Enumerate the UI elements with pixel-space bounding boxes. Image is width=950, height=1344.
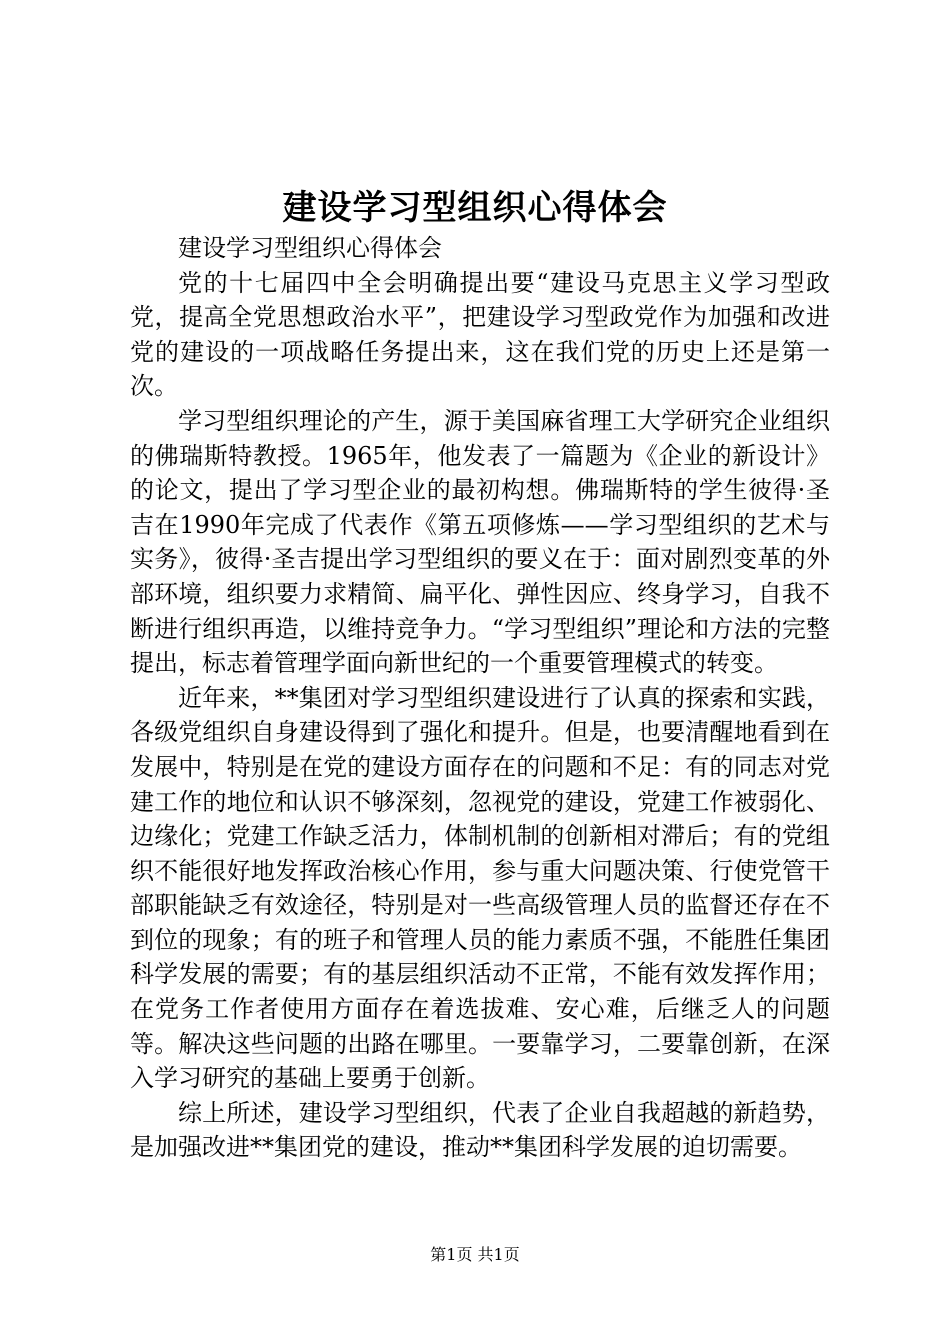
paragraph: 学习型组织理论的产生，源于美国麻省理工大学研究企业组织的佛瑞斯特教授。1965年，他发表了一篇题为《企业的新设计》的论文，提出了学习型企业的最初构想。佛瑞斯特的学生彼得·圣吉在1990年完成了代表作《第五项修炼——学习型组织的艺术与实务》，彼得·圣吉提出学习型组织的要义在于：面对剧烈变革的外部环境，组织要力求精简、扁平化、弹性因应、终身学习，自我不断进行组织再造，以维持竞争力。“学习型组织”理论和方法的完整提出，标志着管理学面向新世纪的一个重要管理模式的转变。: [130, 406, 830, 678]
paragraph: 党的十七届四中全会明确提出要“建设马克思主义学习型政党，提高全党思想政治水平”，把建设学习型政党作为加强和改进党的建设的一项战略任务提出来，这在我们党的历史上还是第一次。: [130, 268, 830, 401]
paragraph-subtitle: 建设学习型组织心得体会: [178, 234, 442, 262]
paragraph: 综上所述，建设学习型组织，代表了企业自我超越的新趋势，是加强改进**集团党的建设，推动**集团科学发展的迫切需要。: [130, 1098, 830, 1162]
document-body: [130, 231, 830, 1165]
page-footer: 第1页 共1页: [430, 1245, 520, 1264]
paragraph: 近年来，**集团对学习型组织建设进行了认真的探索和实践，各级党组织自身建设得到了强化和提升。但是，也要清醒地看到在发展中，特别是在党的建设方面存在的问题和不足：有的同志对党建工作的地位和认识不够深刻，忽视党的建设，党建工作被弱化、边缘化；党建工作缺乏活力，体制机制的创新相对滞后；有的党组织不能很好地发挥政治核心作用，参与重大问题决策、行使党管干部职能缺乏有效途径，特别是对一些高级管理人员的监督还存在不到位的现象；有的班子和管理人员的能力素质不强，不能胜任集团科学发展的需要；有的基层组织活动不正常，不能有效发挥作用；在党务工作者使用方面存在着选拔难、安心难，后继乏人的问题等。解决这些问题的出路在哪里。一要靠学习，二要靠创新，在深入学习研究的基础上要勇于创新。: [130, 683, 830, 1093]
document-title: 建设学习型组织心得体会: [282, 188, 668, 228]
